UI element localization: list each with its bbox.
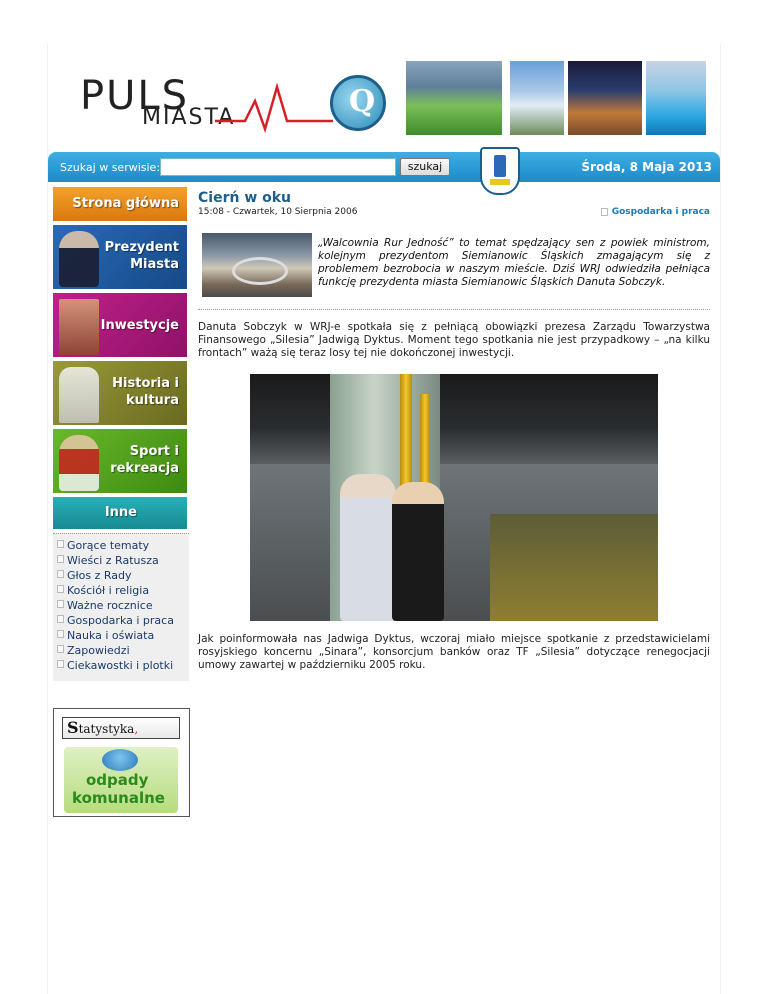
logo-main-text: PULS: [80, 73, 190, 119]
nav-sport[interactable]: [53, 429, 187, 493]
header-photo-sports: [406, 61, 502, 135]
statistics-banner[interactable]: [62, 717, 180, 739]
header-photo-pool: [646, 61, 706, 135]
article-lead-text: „Walcownia Rur Jedność” to temat spędzający sen z powiek ministrom, kolejnym prezydentom Siemianowic Śląskich zmagającym się z problemem bezrobocia w naszym mieście. Dziś WRJ odwiedziła pełniąca funkcję prezydenta miasta Siemianowic Śląskich Danuta Sobczyk.: [318, 237, 710, 288]
search-bar: [48, 152, 720, 182]
submenu-item-church[interactable]: Kościół i religia: [53, 583, 189, 598]
submenu-item-council-voice[interactable]: Głos z Rady: [53, 568, 189, 583]
logo-sub-text: MIASTA: [142, 105, 236, 130]
waste-banner[interactable]: [64, 747, 178, 813]
article-photo: [250, 374, 658, 621]
article-meta: [198, 207, 710, 217]
city-emblem-icon: Q: [330, 75, 386, 131]
submenu-item-announcements[interactable]: Zapowiedzi: [53, 643, 189, 658]
nav-history-label: Historia i kultura: [112, 376, 179, 408]
waste-banner-line2: komunalne: [72, 789, 165, 807]
article-paragraph-1: Danuta Sobczyk w WRJ-e spotkała się z pełniącą obowiązki prezesa Zarządu Towarzystwa Finansowego „Silesia” Jadwigą Dyktus. Moment tego spotkania nie jest przypadkowy – „na kilku frontach” ważą się teraz losy tej nie dokończonej inwestycji.: [198, 321, 710, 359]
nav-investments-label: Inwestycje: [100, 318, 179, 333]
president-photo: [59, 231, 99, 287]
submenu-item-town-hall-news[interactable]: Wieści z Ratusza: [53, 553, 189, 568]
left-sidebar: [53, 187, 189, 681]
nav-president[interactable]: [53, 225, 187, 289]
submenu-item-education[interactable]: Nauka i oświata: [53, 628, 189, 643]
nav-other[interactable]: [53, 497, 187, 529]
submenu-item-hot-topics[interactable]: Gorące tematy: [53, 538, 189, 553]
history-photo: [59, 367, 99, 423]
investments-photo: [59, 299, 99, 355]
person-left: [340, 474, 396, 621]
nav-investments[interactable]: [53, 293, 187, 357]
globe-icon: [102, 749, 138, 771]
submenu-item-curiosities[interactable]: Ciekawostki i plotki: [53, 658, 189, 673]
article: [198, 190, 710, 672]
site-logo[interactable]: [80, 73, 410, 143]
search-input[interactable]: [160, 158, 396, 176]
nav-home-label: Strona główna: [72, 196, 179, 211]
pulse-line-icon: [215, 83, 345, 133]
banners-box: [53, 708, 190, 817]
search-label: Szukaj w serwisie:: [60, 161, 161, 174]
article-title: Cierń w oku: [198, 190, 292, 206]
article-lead: [198, 233, 710, 299]
statistics-first-letter: S: [67, 718, 79, 737]
person-right: [392, 482, 444, 621]
nav-other-label: Inne: [104, 505, 137, 520]
nav-sport-label: Sport i rekreacja: [110, 444, 179, 476]
search-button[interactable]: szukaj: [400, 158, 450, 176]
submenu-item-economy[interactable]: Gospodarka i praca: [53, 613, 189, 628]
header-photo-fountain: [510, 61, 564, 135]
nav-history[interactable]: [53, 361, 187, 425]
statistics-rest: tatystyka: [78, 722, 135, 736]
nav-president-label: Prezydent Miasta: [104, 240, 179, 272]
waste-banner-line1: odpady: [86, 771, 149, 789]
site-header: [48, 53, 720, 148]
coat-of-arms-icon: [480, 147, 520, 195]
article-category-link[interactable]: Gospodarka i praca: [601, 207, 710, 217]
sport-photo: [59, 435, 99, 491]
statistics-mark-icon: ,: [134, 722, 139, 736]
article-paragraph-2: Jak poinformowała nas Jadwiga Dyktus, wczoraj miało miejsce spotkanie z przedstawicielami rosyjskiego koncernu „Sinara”, konsorcjum banków oraz TF „Silesia” dotyczące renegocjacji umowy zawartej w październiku 2005 roku.: [198, 633, 710, 671]
submenu-item-anniversaries[interactable]: Ważne rocznice: [53, 598, 189, 613]
nav-home[interactable]: [53, 187, 187, 221]
current-date: Środa, 8 Maja 2013: [581, 160, 712, 174]
article-date: 15:08 - Czwartek, 10 Sierpnia 2006: [198, 207, 358, 217]
article-thumbnail: [202, 233, 312, 297]
other-submenu: [53, 533, 189, 681]
header-photo-townhall: [568, 61, 642, 135]
divider: [198, 309, 710, 310]
